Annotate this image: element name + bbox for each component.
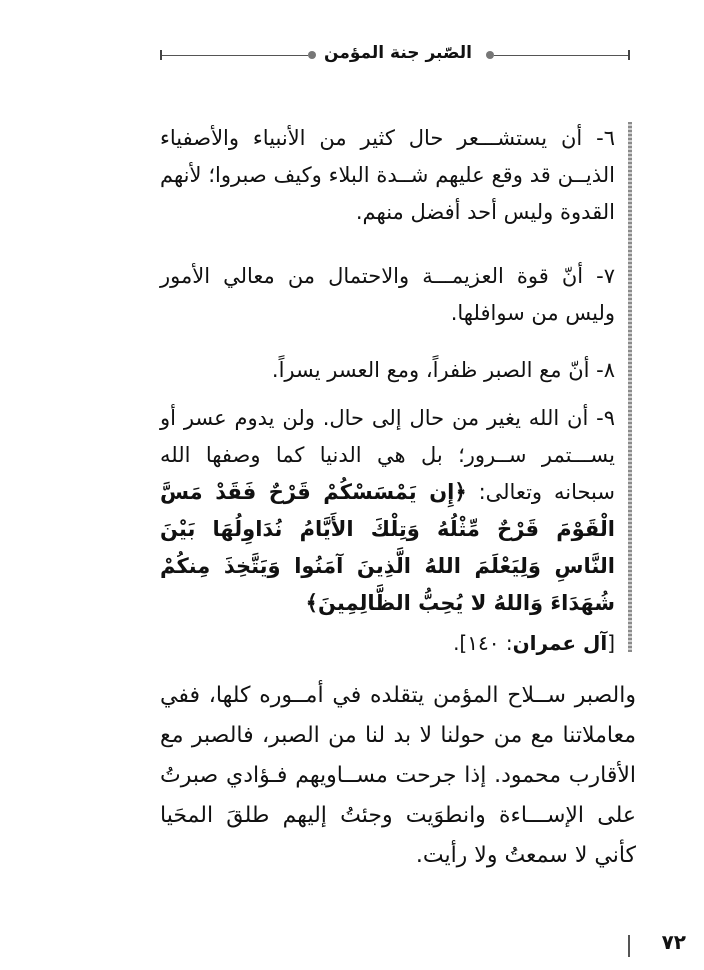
- list-item-7: ٧- أنّ قوة العزيمـــة والاحتمال من معالي الأمور وليس من سوافلها.: [160, 264, 615, 325]
- verse-reference: [160, 628, 615, 658]
- header-rule-right: [494, 55, 628, 56]
- quran-verse: ﴿إِن يَمْسَسْكُمْ قَرْحٌ فَقَدْ مَسَّ الْقَوْمَ قَرْحٌ مِّثْلُهُ وَتِلْكَ الأَيَّامُ نُدَاوِلُهَا بَيْنَ النَّاسِ وَلِيَعْلَمَ اللهُ الَّذِينَ آمَنُوا وَيَتَّخِذَ مِنكُمْ شُهَدَاءَ وَاللهُ لا يُحِبُّ الظَّالِمِينَ﴾: [160, 480, 615, 615]
- header-title: الصّبر جنة المؤمن: [324, 43, 472, 63]
- item-9-text: ٩- أن الله يغير من حال إلى حال. ولن يدوم عسر أو يســـتمر ســرور؛ بل هي الدنيا كما وصفها الله سبحانه وتعالى:: [160, 406, 615, 504]
- reference-open-bracket: [: [607, 631, 615, 655]
- margin-decorative-rule: [628, 122, 632, 652]
- header-rule-left: [162, 55, 308, 56]
- header-rule-cap-right: [628, 50, 630, 60]
- reference-verse: : ١٤٠].: [453, 631, 513, 655]
- footer-rule: [628, 935, 630, 957]
- list-item-9: [160, 400, 615, 622]
- list-item-8: ٨- أنّ مع الصبر ظفراً، ومع العسر يسراً.: [271, 358, 615, 382]
- header-ornament-right: [486, 51, 494, 59]
- closing-paragraph: والصبر ســلاح المؤمن يتقلده في أمــوره كلها، ففي معاملاتنا مع من حولنا لا بد لنا من الصبر، فالصبر مع الأقارب محمود. إذا جرحت مســاويهم فـؤادي صبرتُ على الإســـاءة وانطوَيت وجئتُ إليهم طلقَ المحَيا كأني لا سمعتُ ولا رأيت.: [160, 683, 636, 868]
- reference-surah: آل عمران: [512, 631, 608, 655]
- list-item-6: ٦- أن يستشـــعر حال كثير من الأنبياء والأصفياء الذيــن قد وقع عليهم شــدة البلاء وكيف صبروا؛ لأنهم القدوة وليس أحد أفضل منهم.: [160, 126, 615, 224]
- running-header: [158, 38, 636, 68]
- page-number: ٧٢: [661, 930, 686, 954]
- header-ornament-left: [308, 51, 316, 59]
